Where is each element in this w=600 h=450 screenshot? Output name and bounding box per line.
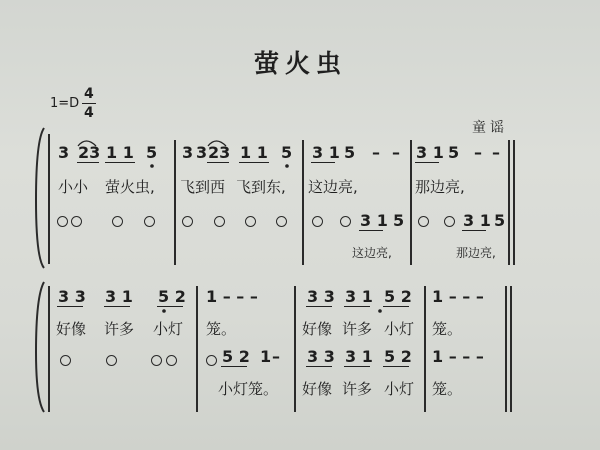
- note-group: –: [372, 143, 380, 162]
- harmony-lyric: 小灯: [384, 380, 415, 398]
- harmony-lyric: 小灯笼。: [218, 380, 279, 398]
- lyric: 许多: [342, 320, 373, 338]
- rest-symbol: [106, 355, 117, 366]
- octave-dot: [285, 164, 289, 168]
- note-group: 5: [281, 143, 293, 162]
- rest-symbol: [418, 216, 429, 227]
- note-group: 3 1: [416, 143, 444, 162]
- beam-line: [311, 162, 335, 163]
- bar-line: [48, 286, 50, 412]
- bar-line: [302, 140, 304, 265]
- lyric: 小灯: [153, 320, 184, 338]
- note-group: 3: [58, 143, 70, 162]
- octave-dot: [378, 309, 382, 313]
- beam-line: [359, 230, 383, 231]
- lyric: 萤火虫,: [105, 178, 155, 196]
- note-group: –: [392, 143, 400, 162]
- note-group: 5: [344, 143, 356, 162]
- beam-line: [105, 162, 135, 163]
- lyric: 小灯: [384, 320, 415, 338]
- beam-line: [77, 162, 99, 163]
- lyric: 笼。: [206, 320, 237, 338]
- harmony-note-group: 3 1: [360, 211, 388, 230]
- bar-line: [505, 286, 507, 412]
- song-title: 萤火虫: [254, 49, 348, 78]
- rest-symbol: [340, 216, 351, 227]
- beam-line: [344, 306, 370, 307]
- rest-symbol: [444, 216, 455, 227]
- composer-note: 童谣: [472, 120, 508, 136]
- lyric: 许多: [104, 320, 135, 338]
- rest-symbol: [206, 355, 217, 366]
- beam-line: [415, 162, 439, 163]
- harmony-note-group: 3 3: [307, 347, 335, 366]
- system-brace: [36, 128, 44, 268]
- note-group: 3 3: [307, 287, 335, 306]
- bar-line: [48, 134, 50, 264]
- note-group: 23: [208, 143, 231, 162]
- system-brace: [36, 282, 44, 412]
- octave-dot: [150, 164, 154, 168]
- note-group: 5: [146, 143, 158, 162]
- note-group: 3 1: [312, 143, 340, 162]
- lyric: 那边亮,: [415, 178, 465, 196]
- harmony-note-group: 3 1: [345, 347, 373, 366]
- beam-line: [306, 366, 332, 367]
- note-group: 1 1: [106, 143, 134, 162]
- note-group: 1 – – –: [206, 287, 258, 306]
- harmony-note-group: 5 2: [222, 347, 250, 366]
- note-group: 1 – – –: [432, 287, 484, 306]
- note-group: 23: [78, 143, 101, 162]
- rest-symbol: [276, 216, 287, 227]
- beam-line: [57, 306, 83, 307]
- rest-symbol: [166, 355, 177, 366]
- harmony-note-group: 3 1: [463, 211, 491, 230]
- bar-line: [196, 286, 198, 412]
- beam-line: [221, 366, 247, 367]
- beam-line: [383, 366, 409, 367]
- note-group: 3 1: [345, 287, 373, 306]
- note-group: 3: [182, 143, 194, 162]
- beam-line: [104, 306, 130, 307]
- harmony-note-group: 1 – – –: [432, 347, 484, 366]
- harmony-lyric: 这边亮,: [352, 246, 392, 260]
- lyric: 好像: [302, 320, 333, 338]
- key-signature: 1=D: [50, 96, 80, 111]
- rest-symbol: [151, 355, 162, 366]
- bar-line: [510, 286, 512, 412]
- harmony-note-group: 5 2: [384, 347, 412, 366]
- time-signature-line: [82, 103, 96, 104]
- rest-symbol: [312, 216, 323, 227]
- bar-line: [174, 140, 176, 265]
- note-group: –: [492, 143, 500, 162]
- bar-line: [294, 286, 296, 412]
- harmony-lyric: 许多: [342, 380, 373, 398]
- bar-line: [410, 140, 412, 265]
- time-signature-top: 4: [84, 86, 94, 102]
- harmony-lyric: 那边亮,: [456, 246, 496, 260]
- beam-line: [462, 230, 486, 231]
- rest-symbol: [214, 216, 225, 227]
- lyric: 飞到东,: [236, 178, 286, 196]
- harmony-note-group: 5: [393, 211, 405, 230]
- rest-symbol: [57, 216, 68, 227]
- note-group: 3 3: [58, 287, 86, 306]
- lyric: 好像: [56, 320, 87, 338]
- beam-line: [157, 306, 183, 307]
- lyric: 笼。: [432, 320, 463, 338]
- rest-symbol: [71, 216, 82, 227]
- harmony-note-group: –: [272, 347, 280, 366]
- note-group: 1 1: [240, 143, 268, 162]
- rest-symbol: [245, 216, 256, 227]
- harmony-lyric: 笼。: [432, 380, 463, 398]
- rest-symbol: [112, 216, 123, 227]
- bar-line: [424, 286, 426, 412]
- note-group: 3: [196, 143, 208, 162]
- beam-line: [306, 306, 332, 307]
- lyric: 这边亮,: [308, 178, 358, 196]
- rest-symbol: [182, 216, 193, 227]
- beam-line: [207, 162, 229, 163]
- bar-line: [513, 140, 515, 265]
- lyric: 小小: [58, 178, 89, 196]
- beam-line: [239, 162, 269, 163]
- octave-dot: [162, 309, 166, 313]
- beam-line: [344, 366, 370, 367]
- beam-line: [383, 306, 409, 307]
- bar-line: [508, 140, 510, 265]
- lyric: 飞到西: [180, 178, 226, 196]
- time-signature-bottom: 4: [84, 105, 94, 121]
- note-group: –: [474, 143, 482, 162]
- note-group: 5 2: [158, 287, 186, 306]
- harmony-note-group: 5: [494, 211, 506, 230]
- harmony-lyric: 好像: [302, 380, 333, 398]
- note-group: 3 1: [105, 287, 133, 306]
- harmony-note-group: 1: [260, 347, 272, 366]
- note-group: 5: [448, 143, 460, 162]
- note-group: 5 2: [384, 287, 412, 306]
- rest-symbol: [60, 355, 71, 366]
- rest-symbol: [144, 216, 155, 227]
